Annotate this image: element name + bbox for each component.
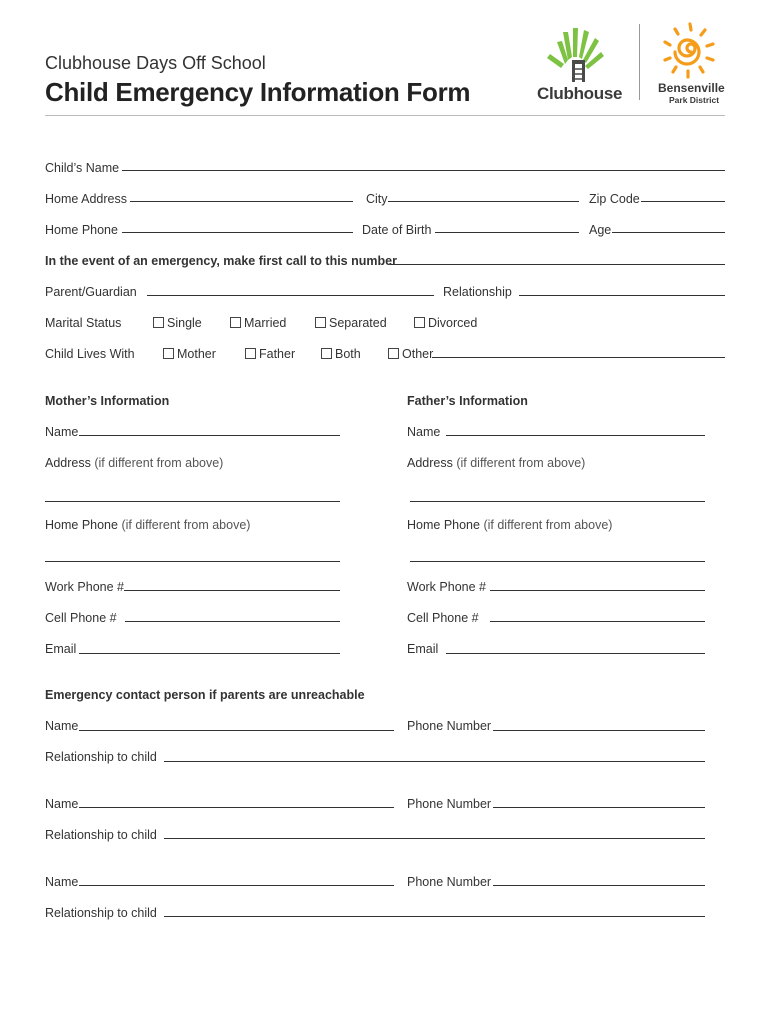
marital-divorced-checkbox[interactable] [414,316,477,330]
parent-guardian-label: Parent/Guardian [45,285,137,299]
father-name-label: Name [407,425,441,439]
city-field[interactable] [388,201,579,202]
logo-divider [639,24,640,100]
marital-single-checkbox[interactable] [153,316,202,330]
child-lives-with-label: Child Lives With [45,347,135,361]
home-address-field[interactable] [130,201,353,202]
emergency-name-label: Name [45,719,79,733]
marital-option-label: Married [244,316,287,330]
emergency-name-field[interactable] [79,885,394,886]
father-cell-phone-field[interactable] [490,621,705,622]
lives-with-mother-checkbox[interactable] [163,347,216,361]
emergency-phone-label: Phone Number [407,875,492,889]
relationship-label: Relationship [443,285,512,299]
emergency-name-label: Name [45,797,79,811]
marital-option-label: Separated [329,316,387,330]
mother-cell-phone-field[interactable] [125,621,340,622]
mother-work-phone-label: Work Phone # [45,580,124,594]
father-address-note: (if different from above) [456,456,586,470]
emergency-relationship-label: Relationship to child [45,750,157,764]
lives-with-option-label: Other [402,347,434,361]
mother-address-label [45,456,223,470]
emergency-phone-field[interactable] [493,885,705,886]
father-address-label-text: Address [407,456,453,470]
mothers-info-heading: Mother’s Information [45,394,170,408]
checkbox-icon [245,348,256,359]
relationship-field[interactable] [519,295,725,296]
mother-name-field[interactable] [79,435,340,436]
form-subtitle: Clubhouse Days Off School [45,53,266,73]
lives-with-both-checkbox[interactable] [321,347,361,361]
emergency-relationship-label: Relationship to child [45,828,157,842]
mother-address-label-text: Address [45,456,91,470]
father-address-field[interactable] [410,501,705,502]
clubhouse-logo-text: Clubhouse [537,84,623,103]
marital-separated-checkbox[interactable] [315,316,387,330]
home-address-label: Home Address [45,192,127,206]
emergency-phone-label: Phone Number [407,797,492,811]
zip-code-field[interactable] [641,201,725,202]
age-label: Age [589,223,612,237]
father-name-field[interactable] [446,435,705,436]
emergency-first-call-field[interactable] [390,264,725,265]
emergency-phone-field[interactable] [493,807,705,808]
childs-name-field[interactable] [122,170,725,171]
checkbox-icon [230,317,241,328]
father-home-phone-label [407,518,612,532]
emergency-phone-field[interactable] [493,730,705,731]
lives-with-option-label: Both [335,347,361,361]
checkbox-icon [153,317,164,328]
clubhouse-logo [535,24,625,104]
zip-code-label: Zip Code [589,192,640,206]
checkbox-icon [315,317,326,328]
mother-home-phone-label-text: Home Phone [45,518,118,532]
marital-married-checkbox[interactable] [230,316,286,330]
mother-email-field[interactable] [79,653,340,654]
childs-name-label: Child’s Name [45,161,120,175]
father-home-phone-label-text: Home Phone [407,518,480,532]
marital-option-label: Single [167,316,202,330]
clubhouse-tree-icon [535,24,625,84]
mother-cell-phone-label: Cell Phone # [45,611,117,625]
emergency-name-field[interactable] [79,807,394,808]
emergency-name-field[interactable] [79,730,394,731]
mother-address-field[interactable] [45,501,340,502]
checkbox-icon [388,348,399,359]
mother-work-phone-field[interactable] [124,590,340,591]
mother-email-label: Email [45,642,77,656]
lives-with-other-field[interactable] [432,357,725,358]
bensenville-logo-text: Bensenville [658,81,725,95]
checkbox-icon [163,348,174,359]
parent-guardian-field[interactable] [147,295,434,296]
bensenville-logo [655,22,730,107]
lives-with-option-label: Mother [177,347,216,361]
marital-status-label: Marital Status [45,316,122,330]
mother-home-phone-label [45,518,250,532]
mother-address-note: (if different from above) [94,456,224,470]
emergency-contact-heading: Emergency contact person if parents are unreachable [45,688,365,702]
marital-option-label: Divorced [428,316,478,330]
fathers-info-heading: Father’s Information [407,394,528,408]
lives-with-other-checkbox[interactable] [388,347,433,361]
header-rule [45,115,725,116]
father-home-phone-note: (if different from above) [483,518,613,532]
date-of-birth-field[interactable] [435,232,579,233]
checkbox-icon [321,348,332,359]
lives-with-option-label: Father [259,347,296,361]
lives-with-father-checkbox[interactable] [245,347,295,361]
park-district-logo-text: Park District [669,95,720,105]
home-phone-field[interactable] [122,232,353,233]
home-phone-label: Home Phone [45,223,118,237]
city-label: City [366,192,388,206]
mother-home-phone-note: (if different from above) [121,518,251,532]
emergency-first-call-label: In the event of an emergency, make first call to this number [45,254,397,268]
father-cell-phone-label: Cell Phone # [407,611,479,625]
father-home-phone-field[interactable] [410,561,705,562]
mother-home-phone-field[interactable] [45,561,340,562]
emergency-name-label: Name [45,875,79,889]
date-of-birth-label: Date of Birth [362,223,432,237]
father-address-label [407,456,585,470]
emergency-relationship-label: Relationship to child [45,906,157,920]
father-work-phone-field[interactable] [490,590,705,591]
checkbox-icon [414,317,425,328]
sun-spiral-icon [655,22,725,80]
father-email-label: Email [407,642,439,656]
emergency-phone-label: Phone Number [407,719,492,733]
emergency-relationship-field[interactable] [164,838,705,839]
father-email-field[interactable] [446,653,705,654]
emergency-relationship-field[interactable] [164,761,705,762]
age-field[interactable] [612,232,725,233]
emergency-relationship-field[interactable] [164,916,705,917]
form-title: Child Emergency Information Form [45,77,471,107]
mother-name-label: Name [45,425,79,439]
father-work-phone-label: Work Phone # [407,580,486,594]
